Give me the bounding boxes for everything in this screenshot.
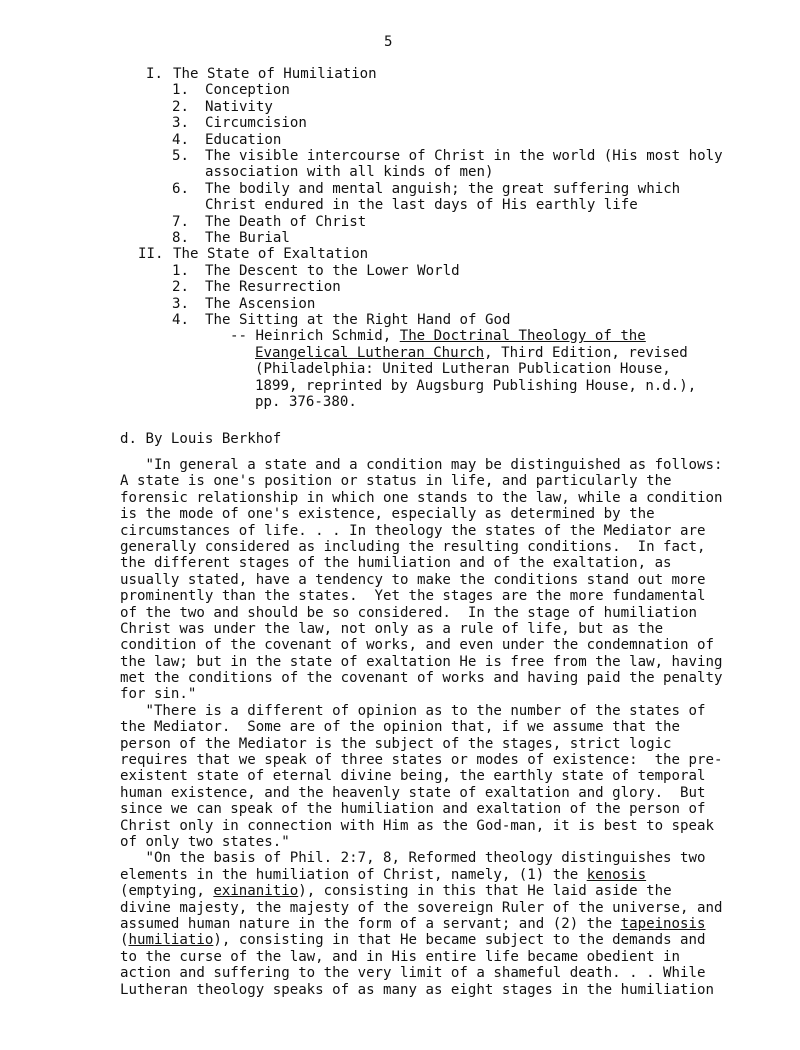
body-line: of the two and should be so considered. In the stage of humiliation <box>120 604 697 621</box>
outline-item-number: 8. <box>172 230 189 246</box>
body-text-run: ), consisting in that He became subject to the demands and <box>213 932 706 949</box>
body-text-run: elements in the humiliation of Christ, namely, (1) the <box>120 866 587 883</box>
outline-item: The Descent to the Lower World <box>205 262 460 279</box>
body-text <box>120 457 760 998</box>
outline-item: The Sitting at the Right Hand of God <box>205 312 511 328</box>
citation-line <box>255 345 688 361</box>
body-line: to the curse of the law, and in His entire life became obedient in <box>120 948 681 965</box>
body-line: existent state of eternal divine being, the earthly state of temporal <box>120 768 706 785</box>
outline-item-continuation: association with all kinds of men) <box>205 164 494 181</box>
outline-item-number: 5. <box>172 148 189 164</box>
body-line: circumstances of life. . . In theology the states of the Mediator are <box>120 522 706 539</box>
term-exinanitio: exinanitio <box>213 883 299 900</box>
citation-edition: , Third Edition, revised <box>484 344 688 361</box>
body-line: requires that we speak of three states or modes of existence: the pre- <box>120 752 723 769</box>
body-line <box>120 883 760 899</box>
citation-prefix: -- Heinrich Schmid, <box>230 328 400 345</box>
body-line: divine majesty, the majesty of the sovereign Ruler of the universe, and <box>120 899 723 916</box>
outline-item-number: 7. <box>172 213 189 230</box>
page-number: 5 <box>384 34 393 50</box>
outline-state2-title: The State of Exaltation <box>173 246 369 263</box>
body-line <box>120 867 760 883</box>
body-line: for sin." <box>120 686 197 703</box>
body-line: forensic relationship in which one stands to the law, while a condition <box>120 489 723 506</box>
outline-state1-title: The State of Humiliation <box>173 66 377 82</box>
body-line: Christ was under the law, not only as a rule of life, but as the <box>120 620 664 637</box>
body-line: A state is one's position or status in life, and particularly the <box>120 473 672 490</box>
outline-item-number: 1. <box>172 262 189 279</box>
term-tapeinosis: tapeinosis <box>620 915 706 932</box>
citation-line: pp. 376-380. <box>255 394 357 410</box>
body-line: "There is a different of opinion as to the number of the states of <box>120 702 706 719</box>
outline-item: The Ascension <box>205 295 316 312</box>
body-line: Lutheran theology speaks of as many as eight stages in the humiliation <box>120 981 714 998</box>
section-heading: d. By Louis Berkhof <box>120 431 282 447</box>
body-line: the law; but in the state of exaltation He is free from the law, having <box>120 653 723 670</box>
outline-item: Conception <box>205 82 290 99</box>
outline-item: The bodily and mental anguish; the great suffering which <box>205 180 681 197</box>
body-line: usually stated, have a tendency to make the conditions stand out more <box>120 571 706 588</box>
book-title: The Doctrinal Theology of the <box>399 328 646 345</box>
body-line: "In general a state and a condition may be distinguished as follows: <box>120 457 723 473</box>
body-line: Christ only in connection with Him as the God-man, it is best to speak <box>120 817 714 834</box>
outline-item: Circumcision <box>205 115 307 132</box>
outline-state1-number: I. <box>146 66 163 82</box>
body-line: condition of the covenant of works, and even under the condemnation of <box>120 637 714 654</box>
body-line: human existence, and the heavenly state of exaltation and glory. But <box>120 784 706 801</box>
outline-item-continuation: Christ endured in the last days of His earthly life <box>205 197 638 214</box>
outline-item-number: 1. <box>172 82 189 99</box>
body-line: of only two states." <box>120 833 290 850</box>
body-line: generally considered as including the resulting conditions. In fact, <box>120 538 706 555</box>
citation-line <box>230 328 646 344</box>
outline-item-number: 2. <box>172 279 189 296</box>
outline-item-number: 4. <box>172 131 189 148</box>
body-text-run: ( <box>120 932 129 949</box>
body-line: since we can speak of the humiliation and exaltation of the person of <box>120 801 706 818</box>
outline-item: The Resurrection <box>205 279 341 296</box>
body-line: "On the basis of Phil. 2:7, 8, Reformed theology distinguishes two <box>120 850 706 867</box>
body-text-run: ), consisting in this that He laid aside the <box>298 883 672 900</box>
body-text-run: (emptying, <box>120 883 214 900</box>
outline-item: Education <box>205 131 282 148</box>
outline-item: The Death of Christ <box>205 213 367 230</box>
body-line <box>120 932 760 948</box>
body-line: is the mode of one's existence, especially as determined by the <box>120 506 655 523</box>
citation-line: 1899, reprinted by Augsburg Publishing House, n.d.), <box>255 377 697 394</box>
citation-line: (Philadelphia: United Lutheran Publication House, <box>255 361 671 378</box>
body-line <box>120 916 760 932</box>
outline-item-number: 3. <box>172 295 189 312</box>
body-line: person of the Mediator is the subject of the stages, strict logic <box>120 735 672 752</box>
body-line: action and suffering to the very limit of a shameful death. . . While <box>120 965 706 982</box>
outline-item-number: 2. <box>172 98 189 115</box>
outline-item: The visible intercourse of Christ in the world (His most holy <box>205 148 723 164</box>
book-title-continued: Evangelical Lutheran Church <box>255 344 485 361</box>
body-text-run: assumed human nature in the form of a servant; and (2) the <box>120 915 621 932</box>
outline-item: Nativity <box>205 98 273 115</box>
body-line: prominently than the states. Yet the stages are the more fundamental <box>120 588 706 605</box>
body-line: met the conditions of the covenant of works and having paid the penalty <box>120 670 723 687</box>
term-kenosis: kenosis <box>586 866 647 883</box>
outline-state2-number: II. <box>138 246 164 263</box>
outline-item-number: 6. <box>172 180 189 197</box>
term-humiliatio: humiliatio <box>128 932 214 949</box>
body-line: the Mediator. Some are of the opinion that, if we assume that the <box>120 719 681 736</box>
body-line: the different stages of the humiliation and of the exaltation, as <box>120 555 672 572</box>
outline-item: The Burial <box>205 230 290 246</box>
outline-item-number: 4. <box>172 312 189 328</box>
outline-item-number: 3. <box>172 115 189 132</box>
